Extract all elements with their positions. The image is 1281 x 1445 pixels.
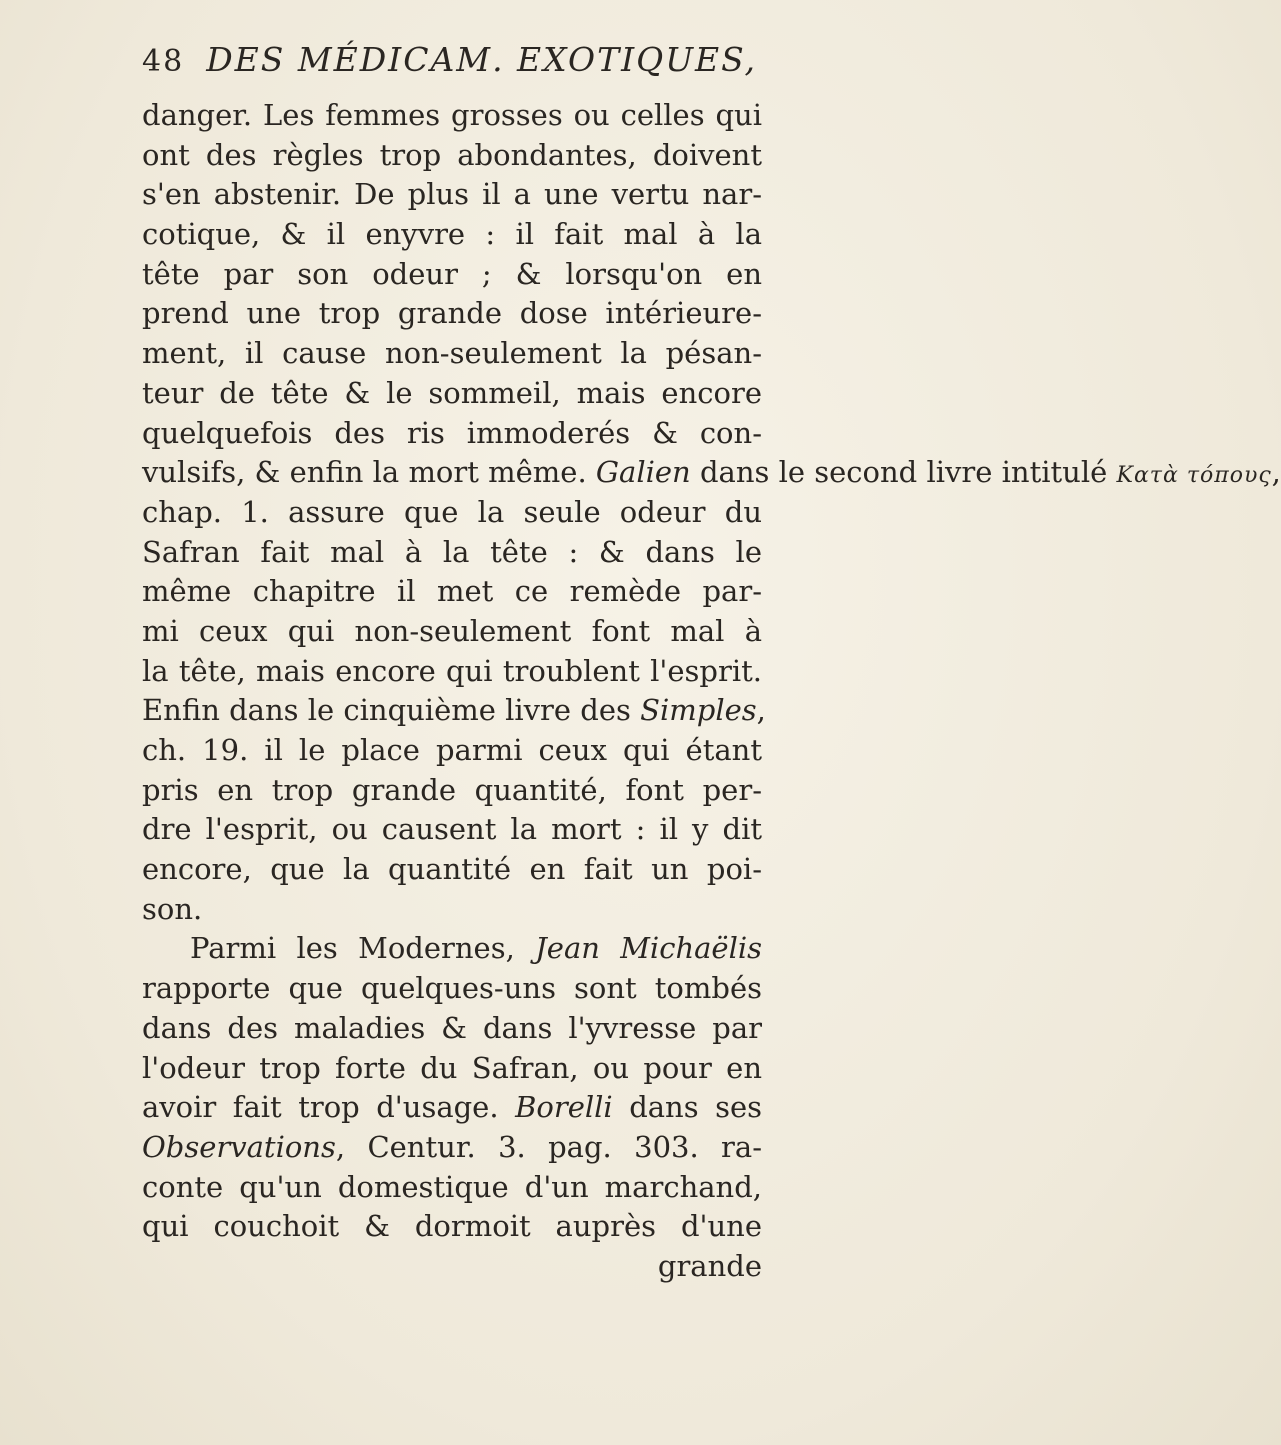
text-fragment: dans ses (629, 1090, 763, 1125)
text-line: la tête, mais encore qui troublent l'esprit. (142, 653, 762, 688)
text-line: qui couchoit & dormoit auprès d'une (142, 1209, 762, 1244)
author-name-michaelis: Jean Michaëlis (535, 931, 763, 966)
text-fragment: , Centur. 3. pag. 303. ra- (335, 1129, 762, 1164)
greek-title: Κατὰ τόπους (1116, 463, 1272, 489)
text-fragment: , (756, 693, 766, 728)
book-title-simples: Simples (640, 693, 757, 728)
text-line: dre l'esprit, ou causent la mort : il y dit (142, 812, 762, 847)
page-number: 48 (142, 44, 185, 79)
text-line: ont des règles trop abondantes, doivent (142, 137, 762, 172)
running-head (142, 40, 762, 96)
text-line (142, 691, 766, 731)
text-line: rapporte que quelques-uns sont tombés (142, 971, 762, 1006)
author-name-borelli: Borelli (515, 1090, 613, 1125)
text-line: danger. Les femmes grosses ou celles qui (142, 98, 762, 132)
text-line: chap. 1. assure que la seule odeur du (142, 494, 762, 529)
text-line: tête par son odeur ; & lorsqu'on en (142, 256, 762, 291)
text-line: Safran fait mal à la tête : & dans le (142, 534, 762, 569)
text-line: cotique, & il enyvre : il fait mal à la (142, 217, 762, 252)
text-line: ment, il cause non-seulement la pésan- (142, 336, 762, 371)
text-line: dans des maladies & dans l'yvresse par (142, 1010, 762, 1045)
author-name-galien: Galien (595, 455, 691, 490)
text-fragment: vulsifs, & enfin la mort même. (142, 455, 587, 490)
text-line: prend une trop grande dose intérieure- (142, 296, 762, 331)
text-fragment: avoir fait trop d'usage. (142, 1090, 499, 1125)
text-fragment: Enfin dans le cinquième livre des (142, 693, 631, 728)
text-line: s'en abstenir. De plus il a une vertu nar- (142, 177, 762, 212)
text-line: conte qu'un domestique d'un marchand, (142, 1169, 762, 1204)
text-line: ch. 19. il le place parmi ceux qui étant (142, 733, 762, 767)
text-line: teur de tête & le sommeil, mais encore (142, 375, 762, 410)
text-line (142, 1088, 762, 1128)
text-line: pris en trop grande quantité, font per- (142, 772, 762, 807)
book-title-observations: Observations (142, 1129, 336, 1164)
text-fragment: Parmi les Modernes, (190, 931, 515, 966)
text-line: quelquefois des ris immoderés & con- (142, 415, 762, 450)
body-text (142, 96, 1281, 1287)
running-title: DES MÉDICAM. EXOTIQUES, (206, 40, 758, 79)
text-fragment: dans le second livre intitulé (699, 455, 1108, 490)
text-line: encore, que la quantité en fait un poi- (142, 852, 762, 887)
text-line: mi ceux qui non-seulement font mal à (142, 613, 762, 648)
text-line (142, 929, 762, 969)
book-page (142, 40, 1281, 1287)
text-line: l'odeur trop forte du Safran, ou pour en (142, 1050, 762, 1085)
text-line: même chapitre il met ce remède par- (142, 574, 762, 609)
text-line: son. (142, 891, 203, 926)
text-line (142, 1128, 762, 1168)
text-line (142, 453, 1281, 493)
catchword: grande (657, 1248, 762, 1283)
text-fragment: , (1271, 455, 1281, 490)
